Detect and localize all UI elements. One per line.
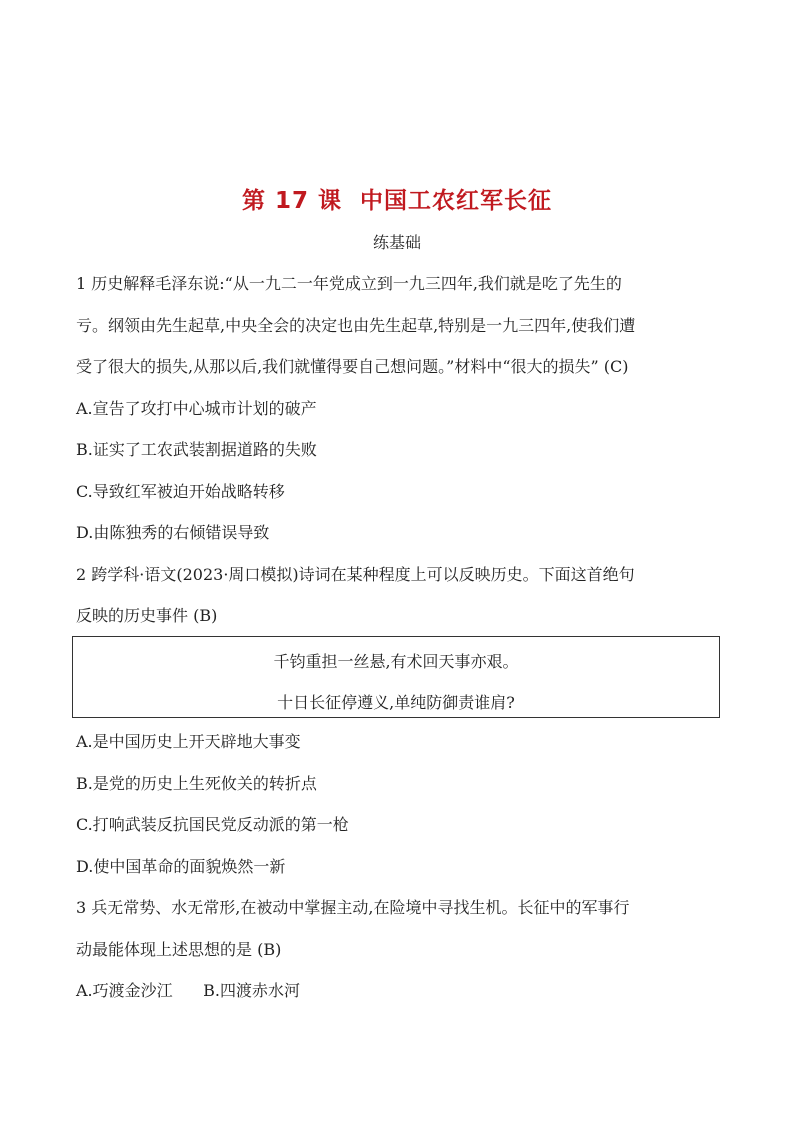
q3-stem-line: 3 兵无常势、水无常形,在被动中掌握主动,在险境中寻找生机。长征中的军事行 [76, 898, 630, 917]
q2-stem-line: 2 跨学科·语文(2023·周口模拟)诗词在某种程度上可以反映历史。下面这首绝句 [76, 565, 635, 584]
q1-stem-line: 1 历史解释毛泽东说:“从一九二一年党成立到一九三四年,我们就是吃了先生的 [76, 274, 622, 293]
q2-stem-line: 反映的历史事件 (B) [76, 606, 218, 625]
q1-option-c: C.导致红军被迫开始战略转移 [76, 482, 285, 501]
q3-stem-line: 动最能体现上述思想的是 (B) [76, 940, 282, 959]
lesson-title [0, 182, 794, 215]
poem-line-1: 千钧重担一丝悬,有术回天事亦艰。 [273, 652, 519, 671]
q3-options: A.巧渡金沙江 B.四渡赤水河 [76, 981, 301, 1000]
section-subtitle: 练基础 [372, 233, 421, 252]
lesson-number: 第 17 课 [241, 188, 343, 214]
q1-stem-line: 亏。纲领由先生起草,中央全会的决定也由先生起草,特别是一九三四年,使我们遭 [76, 316, 636, 335]
poem-line-2: 十日长征停遵义,单纯防御责谁肩? [277, 693, 515, 712]
q2-option-b: B.是党的历史上生死攸关的转折点 [76, 774, 317, 793]
poem-box [72, 636, 720, 718]
q1-stem-line: 受了很大的损失,从那以后,我们就懂得要自己想问题。”材料中“很大的损失” (C) [76, 357, 629, 376]
q2-option-d: D.使中国革命的面貌焕然一新 [76, 857, 286, 876]
q1-option-a: A.宣告了攻打中心城市计划的破产 [76, 399, 317, 418]
q2-option-c: C.打响武装反抗国民党反动派的第一枪 [76, 815, 349, 834]
q1-option-d: D.由陈独秀的右倾错误导致 [76, 523, 270, 542]
lesson-name: 中国工农红军长征 [360, 188, 553, 214]
q1-option-b: B.证实了工农武装割据道路的失败 [76, 440, 317, 459]
q2-option-a: A.是中国历史上开天辟地大事变 [76, 732, 301, 751]
